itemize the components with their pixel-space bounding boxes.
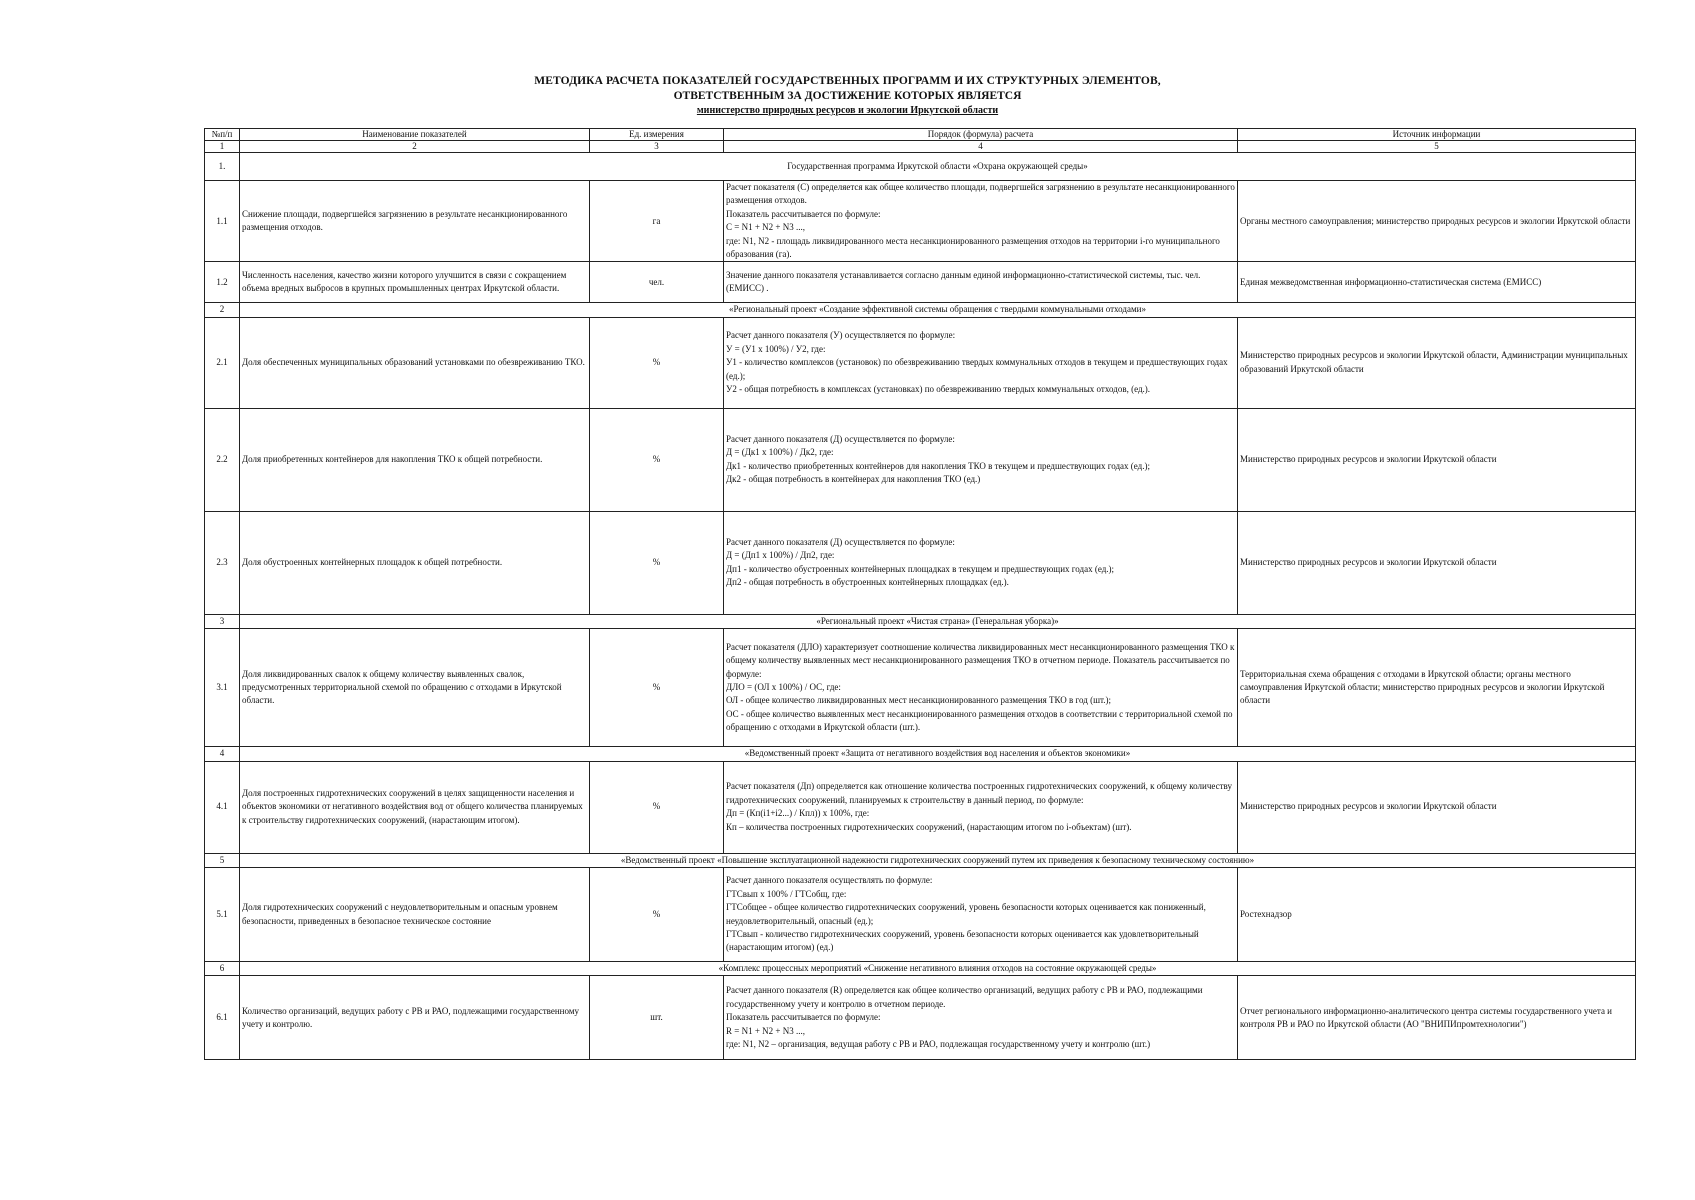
section-number: 4 xyxy=(205,747,240,761)
indicator-formula: Расчет данного показателя (У) осуществляется по формуле: У = (У1 x 100%) / У2, где: У1 - количество комплексов (установок) по обезвреживанию твердых коммунальных отходов в текущем и предшествующих годах (ед.); У2 - общая потребность в комплексах (установках) по обезвреживанию твердых коммунальных отходов, (ед.). xyxy=(724,317,1238,408)
indicator-unit: % xyxy=(590,511,724,614)
indicator-number: 1.2 xyxy=(205,262,240,303)
column-number: 5 xyxy=(1238,141,1636,153)
indicator-number: 3.1 xyxy=(205,629,240,747)
indicator-unit: % xyxy=(590,317,724,408)
indicator-formula: Расчет данного показателя (R) определяется как общее количество организаций, ведущих работу с РВ и РАО, подлежащими государственному учету и контролю в отчетном периоде. Показатель рассчитывается по формуле: R = N1 + N2 + N3 ..., где: N1, N2 – организация, ведущая работу с РВ и РАО, подлежащая государственному учету и контролю (шт.) xyxy=(724,976,1238,1060)
ministry-name: министерство природных ресурсов и экологии Иркутской области xyxy=(696,105,999,116)
column-header: Порядок (формула) расчета xyxy=(724,129,1238,141)
indicator-source: Отчет регионального информационно-аналитического центра системы государственного учета и контроля РВ и РАО по Иркутской области (АО "ВНИПИпромтехнологии") xyxy=(1238,976,1636,1060)
indicator-formula: Расчет показателя (Дп) определяется как отношение количества построенных гидротехнических сооружений, к общему количеству гидротехнических сооружений, планируемых к строительству в данный период, по формуле: Дп = (Кп(i1+i2...) / Кпл)) x 100%, где: Кп – количества построенных гидротехнических сооружений, (нарастающим итогом по i-объектам) (шт). xyxy=(724,761,1238,853)
section-title: «Региональный проект «Создание эффективной системы обращения с твердыми коммунальными отходами» xyxy=(240,303,1636,317)
section-row xyxy=(205,962,1636,976)
indicator-unit: % xyxy=(590,629,724,747)
indicator-source: Ростехнадзор xyxy=(1238,868,1636,962)
indicator-formula: Расчет данного показателя осуществлять по формуле: ГТСвып x 100% / ГТСобщ, где: ГТСобщее - общее количество гидротехнических сооружений, уровень безопасности которых оценивается как пониженный, неудовлетворительный, опасный (ед.); ГТСвып - количество гидротехнических сооружений, уровень безопасности которых оценивается как удовлетворительный (нарастающим итогом) (ед.) xyxy=(724,868,1238,962)
indicators-table xyxy=(204,128,1636,1060)
indicator-unit: % xyxy=(590,868,724,962)
indicator-formula: Расчет данного показателя (Д) осуществляется по формуле: Д = (Дк1 x 100%) / Дк2, где: Дк1 - количество приобретенных контейнеров для накопления ТКО в текущем и предшествующих годах (ед.); Дк2 - общая потребность в контейнерах для накопления ТКО (ед.) xyxy=(724,408,1238,511)
section-number: 6 xyxy=(205,962,240,976)
table-header-row xyxy=(205,129,1636,141)
section-row xyxy=(205,303,1636,317)
indicator-formula: Расчет показателя (С) определяется как общее количество площади, подвергшейся загрязнению в результате несанкционированного размещения отходов. Показатель рассчитывается по формуле: С = N1 + N2 + N3 ..., где: N1, N2 - площадь ликвидированного места несанкционированного размещения отходов на территории i-го муниципального образования (га). xyxy=(724,181,1238,262)
indicator-number: 4.1 xyxy=(205,761,240,853)
indicator-row xyxy=(205,317,1636,408)
indicator-name: Снижение площади, подвергшейся загрязнению в результате несанкционированного размещения отходов. xyxy=(240,181,590,262)
column-number: 1 xyxy=(205,141,240,153)
section-row xyxy=(205,153,1636,181)
indicator-number: 2.1 xyxy=(205,317,240,408)
indicator-row xyxy=(205,408,1636,511)
column-number: 4 xyxy=(724,141,1238,153)
indicator-name: Доля обеспеченных муниципальных образований установками по обезвреживанию ТКО. xyxy=(240,317,590,408)
section-number: 2 xyxy=(205,303,240,317)
section-row xyxy=(205,853,1636,867)
indicator-source: Органы местного самоуправления; министерство природных ресурсов и экологии Иркутской области xyxy=(1238,181,1636,262)
indicator-row xyxy=(205,511,1636,614)
document-title-line1: МЕТОДИКА РАСЧЕТА ПОКАЗАТЕЛЕЙ ГОСУДАРСТВЕННЫХ ПРОГРАММ И ИХ СТРУКТУРНЫХ ЭЛЕМЕНТОВ, xyxy=(534,75,1161,87)
indicator-name: Доля построенных гидротехнических сооружений в целях защищенности населения и объектов экономики от негативного воздействия вод от общего количества планируемых к строительству гидротехнических сооружений, (нарастающим итогом). xyxy=(240,761,590,853)
section-title: «Ведомственный проект «Повышение эксплуатационной надежности гидротехнических сооружений путем их приведения к безопасному техническому состоянию» xyxy=(240,853,1636,867)
indicator-row xyxy=(205,976,1636,1060)
indicator-source: Территориальная схема обращения с отходами в Иркутской области; органы местного самоуправления Иркутской области; министерство природных ресурсов и экологии Иркутской области xyxy=(1238,629,1636,747)
indicator-name: Доля гидротехнических сооружений с неудовлетворительным и опасным уровнем безопасности, приведенных в безопасное техническое состояние xyxy=(240,868,590,962)
section-row xyxy=(205,747,1636,761)
indicator-source: Единая межведомственная информационно-статистическая система (ЕМИСС) xyxy=(1238,262,1636,303)
indicator-unit: чел. xyxy=(590,262,724,303)
indicator-row xyxy=(205,868,1636,962)
indicator-row xyxy=(205,629,1636,747)
column-header: Наименование показателей xyxy=(240,129,590,141)
column-number: 2 xyxy=(240,141,590,153)
indicator-source: Министерство природных ресурсов и экологии Иркутской области, Администрации муниципальных образований Иркутской области xyxy=(1238,317,1636,408)
column-header: №п/п xyxy=(205,129,240,141)
indicator-number: 1.1 xyxy=(205,181,240,262)
indicator-formula: Значение данного показателя устанавливается согласно данным единой информационно-статистической системы, тыс. чел. (ЕМИСС) . xyxy=(724,262,1238,303)
indicator-row xyxy=(205,262,1636,303)
indicator-row xyxy=(205,181,1636,262)
indicator-source: Министерство природных ресурсов и экологии Иркутской области xyxy=(1238,408,1636,511)
section-row xyxy=(205,614,1636,628)
section-number: 3 xyxy=(205,614,240,628)
section-title: «Комплекс процессных мероприятий «Снижение негативного влияния отходов на состояние окружающей среды» xyxy=(240,962,1636,976)
indicator-number: 6.1 xyxy=(205,976,240,1060)
indicator-name: Численность населения, качество жизни которого улучшится в связи с сокращением объема вредных выбросов в крупных промышленных центрах Иркутской области. xyxy=(240,262,590,303)
indicator-formula: Расчет данного показателя (Д) осуществляется по формуле: Д = (Дп1 x 100%) / Дп2, где: Дп1 - количество обустроенных контейнерных площадках в текущем и предшествующих годах (ед.); Дп2 - общая потребность в обустроенных контейнерных площадках (ед.). xyxy=(724,511,1238,614)
document-title-ministry xyxy=(0,105,1695,116)
document-title-line2: ОТВЕТСТВЕННЫМ ЗА ДОСТИЖЕНИЕ КОТОРЫХ ЯВЛЯЕТСЯ xyxy=(673,90,1022,102)
indicator-name: Доля обустроенных контейнерных площадок к общей потребности. xyxy=(240,511,590,614)
table-column-number-row xyxy=(205,141,1636,153)
indicator-name: Количество организаций, ведущих работу с РВ и РАО, подлежащими государственному учету и контролю. xyxy=(240,976,590,1060)
section-title: «Региональный проект «Чистая страна» (Генеральная уборка)» xyxy=(240,614,1636,628)
indicator-formula: Расчет показателя (ДЛО) характеризует соотношение количества ликвидированных мест несанкционированного размещения ТКО к общему количеству выявленных мест несанкционированного размещения ТКО в отчетном периоде. Показатель рассчитывается по формуле: ДЛО = (ОЛ x 100%) / ОС, где: ОЛ - общее количество ликвидированных мест несанкционированного размещения ТКО в год (шт.); ОС - общее количество выявленных мест несанкционированного размещения отходов в соответствии с территориальной схемой по обращению с отходами в Иркутской области (шт.). xyxy=(724,629,1238,747)
indicator-unit: % xyxy=(590,408,724,511)
indicator-name: Доля ликвидированных свалок к общему количеству выявленных свалок, предусмотренных территориальной схемой по обращению с отходами в Иркутской области. xyxy=(240,629,590,747)
indicator-number: 2.2 xyxy=(205,408,240,511)
column-header: Источник информации xyxy=(1238,129,1636,141)
indicator-unit: шт. xyxy=(590,976,724,1060)
indicator-number: 5.1 xyxy=(205,868,240,962)
section-number: 1. xyxy=(205,153,240,181)
indicator-unit: га xyxy=(590,181,724,262)
indicators-table-body xyxy=(205,129,1636,1060)
indicator-unit: % xyxy=(590,761,724,853)
indicator-source: Министерство природных ресурсов и экологии Иркутской области xyxy=(1238,511,1636,614)
indicator-name: Доля приобретенных контейнеров для накопления ТКО к общей потребности. xyxy=(240,408,590,511)
section-title: «Ведомственный проект «Защита от негативного воздействия вод населения и объектов экономики» xyxy=(240,747,1636,761)
column-number: 3 xyxy=(590,141,724,153)
indicator-row xyxy=(205,761,1636,853)
indicator-source: Министерство природных ресурсов и экологии Иркутской области xyxy=(1238,761,1636,853)
section-title: Государственная программа Иркутской области «Охрана окружающей среды» xyxy=(240,153,1636,181)
column-header: Ед. измерения xyxy=(590,129,724,141)
indicator-number: 2.3 xyxy=(205,511,240,614)
section-number: 5 xyxy=(205,853,240,867)
